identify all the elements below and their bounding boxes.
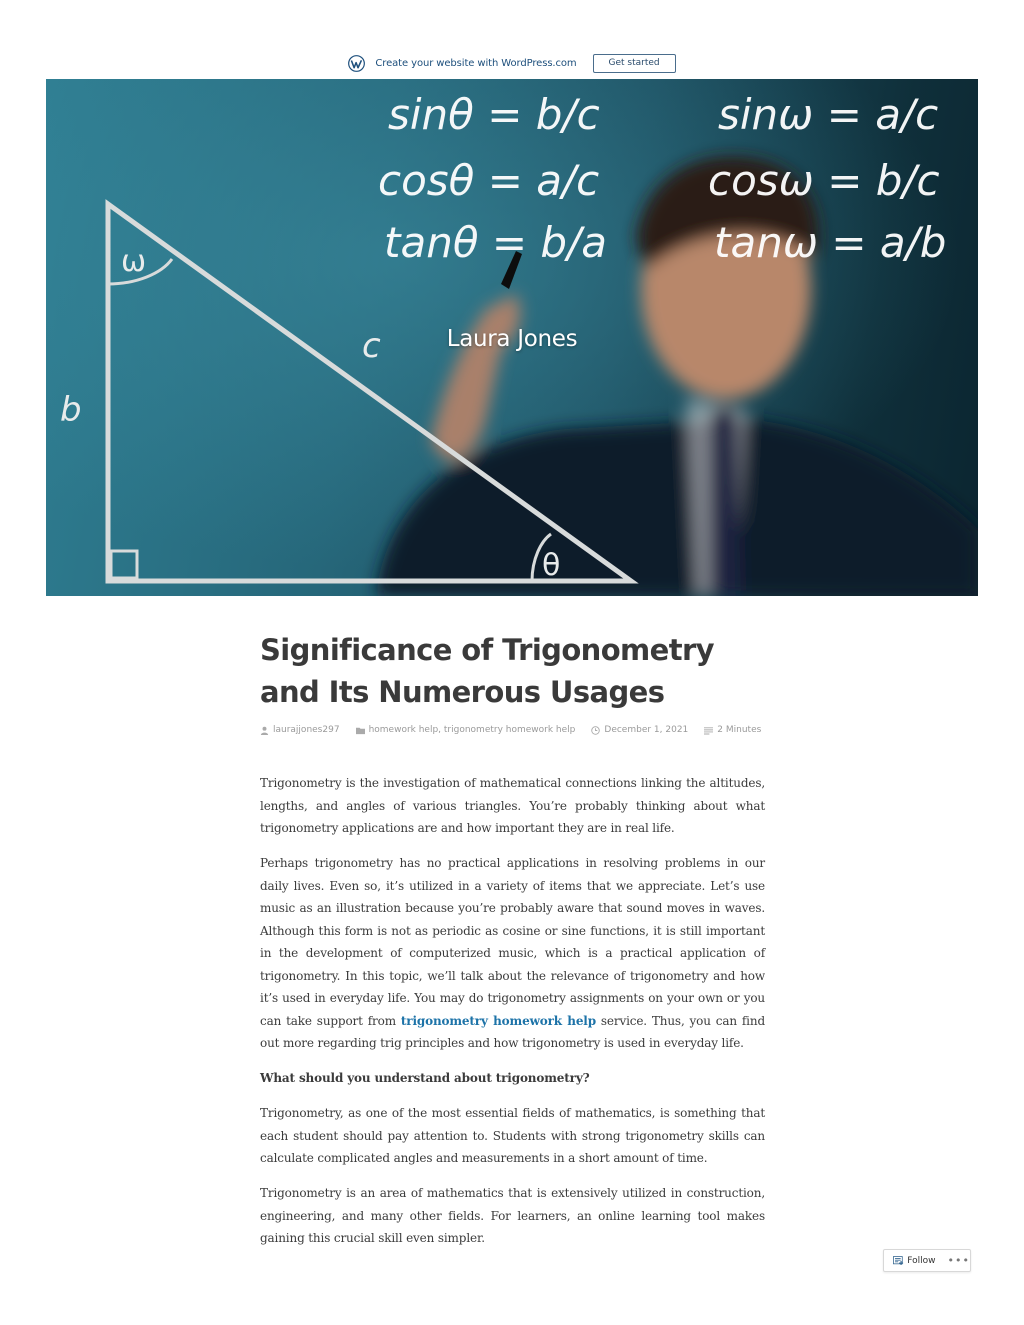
wordpress-promo-bar — [0, 53, 1024, 73]
paragraph-essential: Trigonometry, as one of the most essential fields of mathematics, is something that each student should pay attention to. Students with strong trigonometry skills can calculate complicated angles and measurements in a short amount of time. — [260, 1106, 765, 1165]
post-author — [260, 725, 340, 735]
formula-cos-omega: cosω = b/c — [708, 156, 940, 205]
folder-icon — [356, 726, 365, 735]
theta-label: θ — [542, 548, 561, 583]
formula-tan-theta: tanθ = b/a — [384, 218, 607, 267]
paragraph-text: service. Thus, you can find out more regarding trig principles and how trigonometry is used in everyday life. — [260, 1013, 765, 1050]
formula-sin-omega: sinω = a/c — [718, 90, 939, 139]
get-started-button[interactable]: Get started — [593, 54, 676, 73]
post-date — [591, 725, 688, 735]
user-icon — [260, 726, 269, 735]
post-meta — [260, 725, 765, 735]
categories-link[interactable]: homework help, trigonometry homework help — [368, 725, 576, 735]
paragraph-music — [260, 852, 765, 1055]
paragraph-construction: Trigonometry is an area of mathematics that is extensively utilized in construction, engineering, and many other fields. For learners, an online learning tool makes gaining this crucial skill even simpler. — [260, 1186, 765, 1245]
wordpress-promo-text[interactable]: Create your website with WordPress.com — [375, 57, 577, 69]
post-categories — [356, 725, 576, 735]
side-b-label: b — [60, 390, 82, 430]
formula-tan-omega: tanω = a/b — [714, 218, 947, 267]
paragraph-intro: Trigonometry is the investigation of mathematical connections linking the altitudes, lengths, and angles of various triangles. You’re probably thinking about what trigonometry applications are and how important they are in real life. — [260, 776, 765, 835]
post-read-time — [704, 725, 761, 735]
post-title: Significance of Trigonometry and Its Numerous Usages — [260, 633, 714, 709]
site-title[interactable]: Laura Jones — [446, 326, 578, 352]
clock-icon — [591, 726, 600, 735]
post-article — [260, 629, 765, 1262]
follow-widget — [883, 1249, 971, 1272]
follow-button[interactable]: Follow — [907, 1255, 936, 1266]
section-subheading: What should you understand about trigonometry? — [260, 1071, 590, 1085]
formula-sin-theta: sinθ = b/c — [388, 90, 600, 139]
post-content — [260, 772, 765, 1250]
reader-follow-icon[interactable] — [893, 1255, 904, 1267]
wordpress-logo-icon[interactable] — [348, 55, 365, 72]
more-options-icon[interactable]: ••• — [947, 1254, 970, 1267]
header-image — [46, 79, 978, 596]
author-link[interactable]: laurajjones297 — [273, 725, 340, 735]
omega-label: ω — [121, 244, 147, 279]
paragraph-text: Perhaps trigonometry has no practical applications in resolving problems in our daily lives. Even so, it’s utilized in a variety of items that we appreciate. Let’s use music as an illustration because you’re probably aware that sound moves in waves. Although this form is not as periodic as cosine or sine functions, it is still important in the development of computerized music, which is a practical application of trigonometry. In this topic, we’ll talk about the relevance of trigonometry and how it’s used in everyday life. You may do trigonometry assignments on your own or you can take support from — [260, 856, 765, 1028]
date-link[interactable]: December 1, 2021 — [604, 725, 689, 735]
hypotenuse-label: c — [362, 326, 381, 366]
lines-icon — [704, 726, 713, 735]
read-time-text: 2 Minutes — [717, 725, 762, 735]
trigonometry-homework-help-link[interactable]: trigonometry homework help — [400, 1013, 596, 1028]
formula-cos-theta: cosθ = a/c — [378, 156, 600, 205]
